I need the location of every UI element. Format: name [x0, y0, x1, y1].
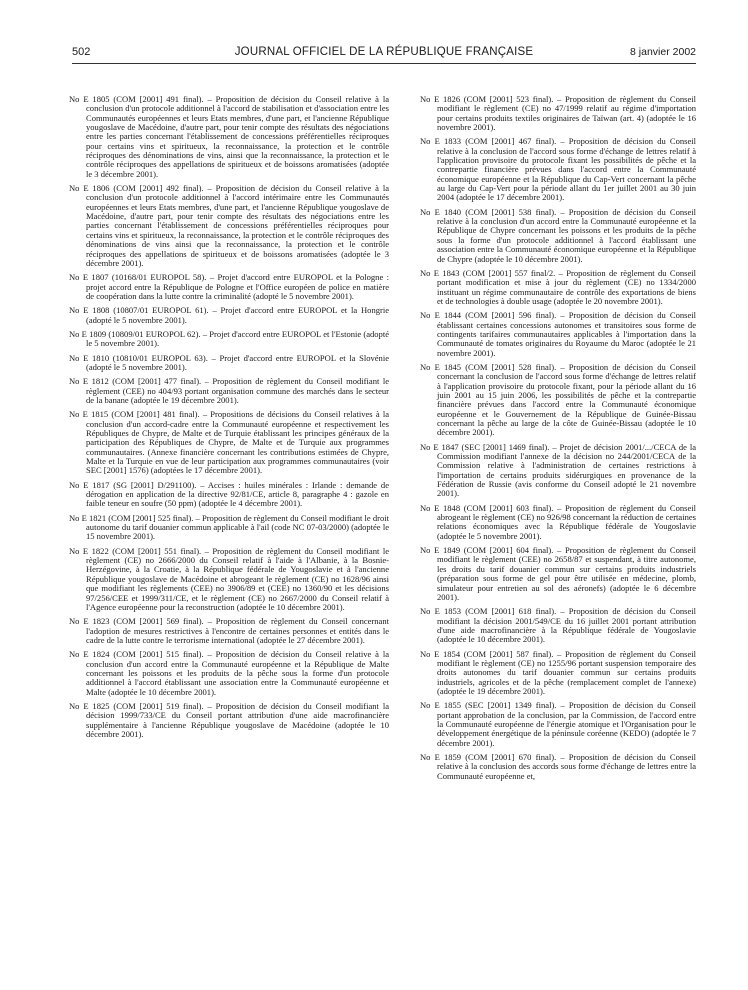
entry-e1845: No E 1845 (COM [2001] 528 final). – Proposition de décision du Conseil concernant la conclusion de l'accord sous forme d'échange de lettres relatif à l'application provisoire du protocole fixant, pour la période allant du 16 juin 2001 au 15 juin 2006, les possibilités de pêche et la contrepartie financière prévues dans l'accord entre la Communauté économique européenne et le Gouvernement de la République de Guinée-Bissau concernant la pêche au large de la côte de Guinée-Bissau (adoptée le 10 décembre 2001). [420, 361, 696, 438]
page-header [72, 46, 696, 62]
entry-e1806: No E 1806 (COM [2001] 492 final). – Proposition de décision du Conseil relative à la conclusion d'un protocole additionnel à l'accord intérimaire entre les Communautés européennes et leurs Etats membres, d'une part, et l'ancienne République yougoslave de Macédoine, d'autre part, pour tenir compte des résultats des négociations entre les parties concernant l'établissement de concessions préférentielles réciproques pour certains vins et spiritueux, la reconnaissance, la protection et le contrôle réciproques des dénominations de vins ainsi que la reconnaissance, la protection et le contrôle réciproques des appellations de spiritueux et de boissons aromatisées (adoptée le 3 décembre 2001). [69, 183, 389, 268]
entry-e1810: No E 1810 (10810/01 EUROPOL 63). – Projet d'accord entre EUROPOL et la Slovénie (adopté le 5 novembre 2001). [69, 352, 389, 372]
entry-e1805: No E 1805 (COM [2001] 491 final). – Proposition de décision du Conseil relative à la conclusion d'un protocole additionnel à l'accord de stabilisation et d'association entre les Communautés européennes et leurs Etats membres, d'une part, et l'ancienne République yougoslave de Macédoine, d'autre part, pour tenir compte des résultats des négociations entre les parties concernant l'établissement de concessions préférentielles réciproques pour certains vins et spiritueux, la reconnaissance, la protection et le contrôle réciproques des dénominations de vins, ainsi que la reconnaissance, la protection et le contrôle réciproques des appellations de spiritueux et de boissons aromatisées (adoptée le 3 décembre 2001). [69, 94, 389, 179]
entry-e1840: No E 1840 (COM [2001] 538 final). – Proposition de décision du Conseil relative à la conclusion d'un accord entre la Communauté européenne et la République de Chypre concernant les poissons et les produits de la pêche sous la forme d'un protocole additionnel à l'accord établissant une association entre la Communauté économique européenne et la République de Chypre (adoptée le 10 décembre 2001). [420, 206, 696, 264]
entry-e1847: No E 1847 (SEC [2001] 1469 final). – Projet de décision 2001/.../CECA de la Commission modifiant l'annexe de la décision no 244/2001/CECA de la Commission relative à l'administration de certaines restrictions à l'importation de certains produits sidérurgiques en provenance de la Fédération de Russie (avis conforme du Conseil adopté le 21 novembre 2001). [420, 441, 696, 499]
entry-e1855: No E 1855 (SEC [2001] 1349 final). – Proposition de décision du Conseil portant approbation de la conclusion, par la Commission, de l'accord entre la Communauté européenne de l'énergie atomique et l'Organisation pour le développement énergétique de la péninsule coréenne (KEDO) (adoptée le 7 décembre 2001). [420, 700, 696, 748]
entry-e1833: No E 1833 (COM [2001] 467 final). – Proposition de décision du Conseil relative à la conclusion de l'accord sous forme d'échange de lettres relatif à l'application provisoire du protocole fixant les possibilités de pêche et la contrepartie financière prévues dans l'accord entre la Communauté économique européenne et la République du Cap-Vert concernant la pêche au large du Cap-Vert pour la période allant du 1er juillet 2001 au 30 juin 2004 (adoptée le 17 décembre 2001). [420, 136, 696, 203]
entry-e1809: No E 1809 (10809/01 EUROPOL 62). – Projet d'accord entre EUROPOL et l'Estonie (adopté le 5 novembre 2001). [69, 328, 389, 349]
entry-e1843: No E 1843 (COM [2001] 557 final/2. – Proposition de règlement du Conseil portant modification et mise à jour du règlement (CE) no 1334/2000 instituant un régime communautaire de contrôle des exportations de biens et de technologies à double usage (adoptée le 20 novembre 2001). [420, 267, 696, 306]
entry-e1854: No E 1854 (COM [2001] 587 final). – Proposition de règlement du Conseil modifiant le règlement (CE) no 1255/96 portant suspension temporaire des droits autonomes du tarif douanier commun sur certains produits industriels, agricoles et de la pêche (remplacement complet de l'annexe) (adoptée le 19 décembre 2001). [420, 648, 696, 696]
entry-e1849: No E 1849 (COM [2001] 604 final). – Proposition de règlement du Conseil modifiant le règlement (CEE) no 2658/87 et suspendant, à titre autonome, les droits du tarif douanier commun sur certains produits industriels (préparation sous forme de gel pour être utilisée en médecine, plomb, simulateur pour entretien au sol des aéronefs) (adoptée le 6 décembre 2001). [420, 545, 696, 602]
entry-e1822: No E 1822 (COM [2001] 551 final). – Proposition de règlement du Conseil modifiant le règlement (CE) no 2666/2000 du Conseil relatif à l'aide à l'Albanie, à la Bosnie-Herzégovine, à la Croatie, à la République fédérale de Yougoslavie et à l'ancienne République yougoslave de Macédoine et abrogeant le règlement (CE) no 1628/96 ainsi que modifiant les règlements (CEE) no 3906/89 et (CEE) no 1360/90 et les décisions 97/256/CEE et 1999/311/CE, et le règlement (CE) no 2667/2000 du Conseil relatif à l'Agence européenne pour la reconstruction (adoptée le 10 décembre 2001). [69, 545, 389, 612]
header-rule [72, 63, 696, 64]
entry-e1821: No E 1821 (COM [2001] 525 final). – Proposition de règlement du Conseil modifiant le droit autonome du tarif douanier commun applicable à l'ail (code NC 07-03/2000) (adoptée le 15 novembre 2001). [69, 512, 389, 542]
entry-e1823: No E 1823 (COM [2001] 569 final). – Proposition de règlement du Conseil concernant l'adoption de mesures restrictives à l'encontre de certaines personnes et entités dans le cadre de la lutte contre le terrorisme international (adoptée le 27 décembre 2001). [69, 616, 389, 645]
right-column [420, 95, 696, 786]
page-number: 502 [72, 46, 91, 58]
entry-e1848: No E 1848 (COM [2001] 603 final). – Proposition de règlement du Conseil abrogeant le règlement (CE) no 926/98 concernant la réduction de certaines relations économiques avec la République fédérale de Yougoslavie (adoptée le 5 novembre 2001). [420, 502, 696, 541]
issue-date: 8 janvier 2002 [630, 46, 696, 58]
entry-e1815: No E 1815 (COM [2001] 481 final). – Propositions de décisions du Conseil relatives à la conclusion d'un accord-cadre entre la Communauté européenne et respectivement les Républiques de Chypre, de Malte et de Turquie établissant les principes généraux de la participation des Républiques de Chypre, de Malte et de Turquie aux programmes communautaires. (Annexe financière concernant les contributions estimées de Chypre, Malte et la Turquie en vue de leur participation aux programmes communautaires (voir SEC [2001] 1576) (adoptées le 17 décembre 2001). [69, 409, 389, 476]
entry-e1807: No E 1807 (10168/01 EUROPOL 58). – Projet d'accord entre EUROPOL et la Pologne : projet accord entre la République de Pologne et l'Office européen de police en matière de coopération dans la lutte contre la criminalité (adopté le 5 novembre 2001). [69, 272, 389, 301]
entry-e1826: No E 1826 (COM [2001] 523 final). – Proposition de règlement du Conseil modifiant le règlement (CE) no 47/1999 relatif au régime d'importation pour certains produits textiles originaires de Taïwan (art. 4) (adoptée le 16 novembre 2001). [420, 94, 696, 133]
entry-e1817: No E 1817 (SG [2001] D/291100). – Accises : huiles minérales : Irlande : demande de dérogation en application de la directive 92/81/CE, article 8, paragraphe 4 : gazole en faible teneur en soufre (50 ppm) (adoptée le 4 décembre 2001). [69, 479, 389, 509]
entry-e1808: No E 1808 (10807/01 EUROPOL 61). – Projet d'accord entre EUROPOL et la Hongrie (adopté le 5 novembre 2001). [69, 305, 389, 325]
entry-e1824: No E 1824 (COM [2001] 515 final). – Proposition de décision du Conseil relative à la conclusion d'un accord entre la Communauté européenne et la République de Malte concernant les poissons et les produits de la pêche sous la forme d'un protocole additionnel à l'accord établissant une association entre la Communauté européenne et Malte (adoptée le 10 décembre 2001). [69, 649, 389, 697]
entry-e1853: No E 1853 (COM [2001] 618 final). – Proposition de décision du Conseil modifiant la décision 2001/549/CE du 16 juillet 2001 portant attribution d'une aide macrofinancière à la République fédérale de Yougoslavie (adoptée le 10 décembre 2001). [420, 606, 696, 645]
journal-title: JOURNAL OFFICIEL DE LA RÉPUBLIQUE FRANÇAISE [234, 46, 534, 58]
entry-e1825: No E 1825 (COM [2001] 519 final). – Proposition de décision du Conseil modifiant la décision 1999/733/CE du Conseil portant attribution d'une aide macrofinancière supplémentaire à l'ancienne République yougoslave de Macédoine (adoptée le 10 décembre 2001). [69, 700, 389, 739]
entry-e1812: No E 1812 (COM [2001] 477 final). – Proposition de règlement du Conseil modifiant le règlement (CEE) no 404/93 portant organisation commune des marchés dans le secteur de la banane (adoptée le 19 décembre 2001). [69, 376, 389, 405]
entry-e1859: No E 1859 (COM [2001] 670 final). – Proposition de décision du Conseil relative à la conclusion des accords sous forme d'échange de lettres entre la Communauté européenne et, [420, 752, 696, 781]
entry-e1844: No E 1844 (COM [2001] 596 final). – Proposition de décision du Conseil établissant certaines concessions autonomes et transitoires sous forme de contingents tarifaires communautaires applicables à l'importation dans la Communauté de tomates originaires du Royaume du Maroc (adoptée le 21 novembre 2001). [420, 310, 696, 358]
left-column [69, 95, 389, 744]
